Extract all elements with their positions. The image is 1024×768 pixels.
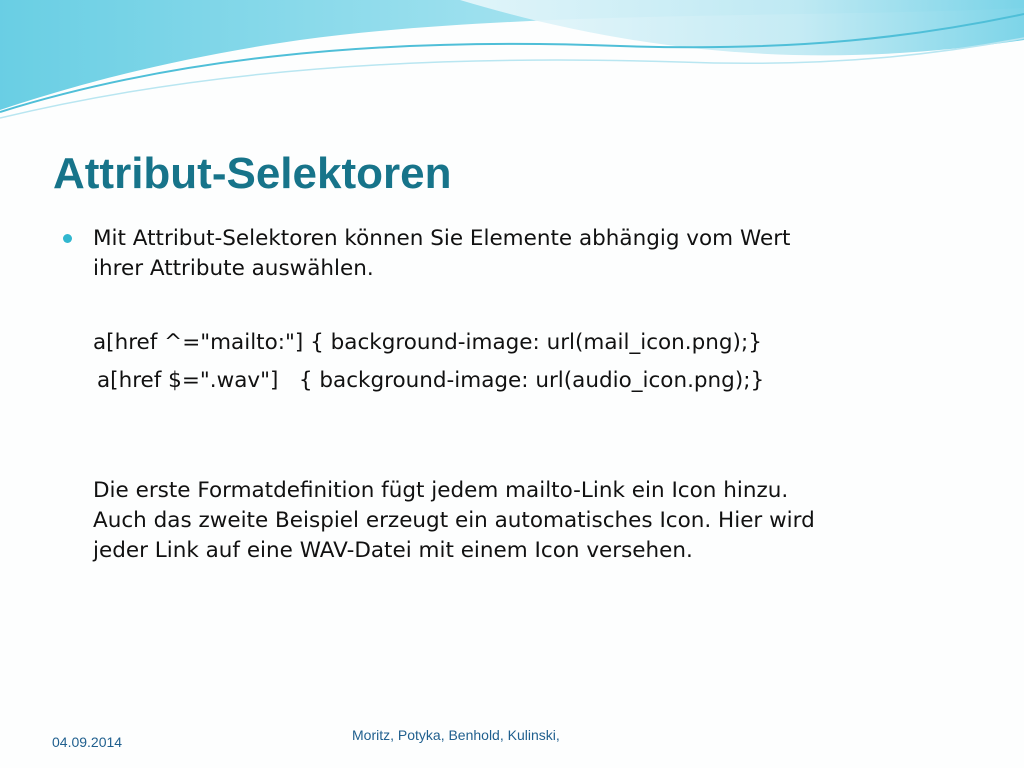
code-example-line-2: a[href $=".wav"] { background-image: url(audio_icon.png);} — [97, 368, 765, 393]
explanation-line-1: Die erste Formatdefinition fügt jedem mailto-Link ein Icon hinzu. — [93, 478, 789, 503]
code-example-line-1: a[href ^="mailto:"] { background-image: url(mail_icon.png);} — [93, 330, 762, 355]
bullet-text-line-2: ihrer Attribute auswählen. — [93, 256, 374, 281]
footer-authors: Moritz, Potyka, Benhold, Kulinski, — [352, 727, 560, 743]
footer-date: 04.09.2014 — [52, 734, 123, 750]
bullet-text-line-1: Mit Attribut-Selektoren können Sie Elemente abhängig vom Wert — [93, 226, 791, 251]
header-wave-decoration — [0, 0, 1024, 120]
bullet-dot-icon — [63, 234, 72, 243]
slide-title: Attribut-Selektoren — [53, 149, 452, 198]
explanation-line-2: Auch das zweite Beispiel erzeugt ein automatisches Icon. Hier wird — [93, 508, 815, 533]
explanation-line-3: jeder Link auf eine WAV-Datei mit einem Icon versehen. — [93, 538, 693, 563]
